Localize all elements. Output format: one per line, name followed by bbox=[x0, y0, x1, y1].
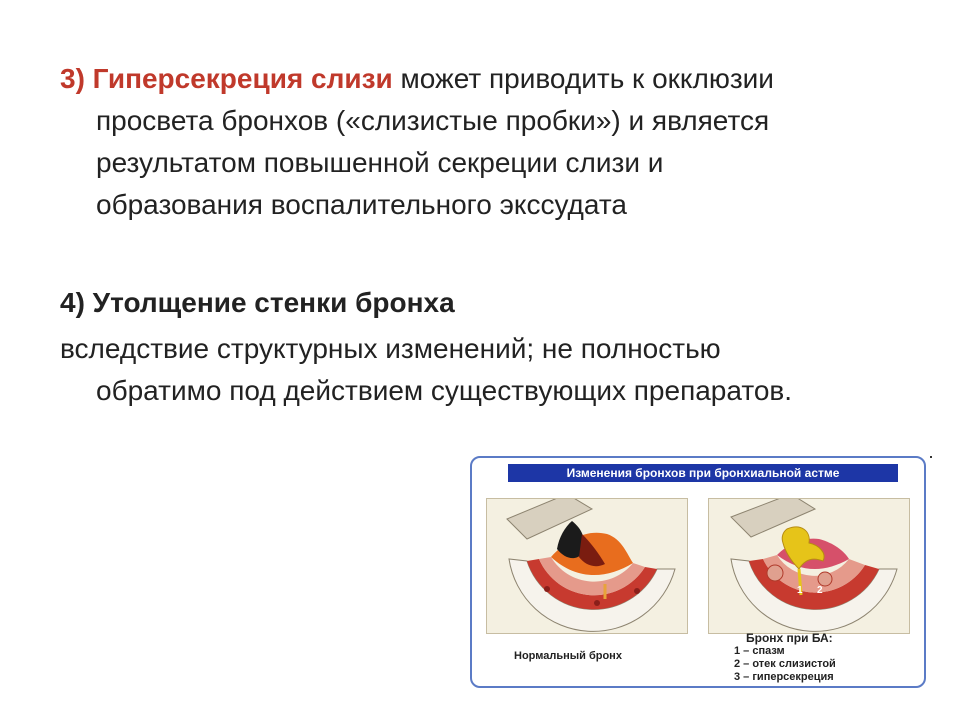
paragraph-line: просвета бронхов («слизистые пробки») и является bbox=[96, 105, 770, 136]
bronchi-figure bbox=[470, 456, 926, 688]
figure-title: Изменения бронхов при бронхиальной астме bbox=[508, 464, 898, 482]
paragraph-line bbox=[60, 58, 920, 100]
stray-dot bbox=[930, 456, 932, 458]
asthma-bronchus-drawing bbox=[709, 499, 909, 633]
legend-title: Бронх при БА: bbox=[746, 631, 833, 645]
wall-thickening-heading: 4) Утолщение стенки бронха bbox=[60, 287, 455, 318]
legend-item: 3 – гиперсекреция bbox=[734, 671, 834, 683]
paragraph-wall-thickening bbox=[60, 328, 920, 412]
asthma-legend bbox=[734, 632, 836, 684]
hypersecretion-heading: 3) Гиперсекреция слизи bbox=[60, 63, 393, 94]
marker-label: 1 bbox=[797, 585, 803, 596]
paragraph-hypersecretion bbox=[60, 58, 920, 226]
marker-label: 2 bbox=[817, 585, 823, 596]
paragraph-line: вследствие структурных изменений; не полностью bbox=[60, 333, 721, 364]
legend-item: 1 – спазм bbox=[734, 645, 785, 657]
paragraph-line: обратимо под действием существующих препаратов. bbox=[96, 375, 793, 406]
normal-bronchus-caption: Нормальный бронх bbox=[514, 650, 622, 662]
legend-item: 2 – отек слизистой bbox=[734, 658, 836, 670]
paragraph-line: образования воспалительного экссудата bbox=[96, 189, 627, 220]
normal-bronchus-illustration bbox=[486, 498, 688, 634]
normal-bronchus-drawing bbox=[487, 499, 687, 633]
asthma-bronchus-illustration bbox=[708, 498, 910, 634]
paragraph-line: результатом повышенной секреции слизи и bbox=[96, 147, 664, 178]
paragraph-text: может приводить к окклюзии bbox=[392, 63, 774, 94]
